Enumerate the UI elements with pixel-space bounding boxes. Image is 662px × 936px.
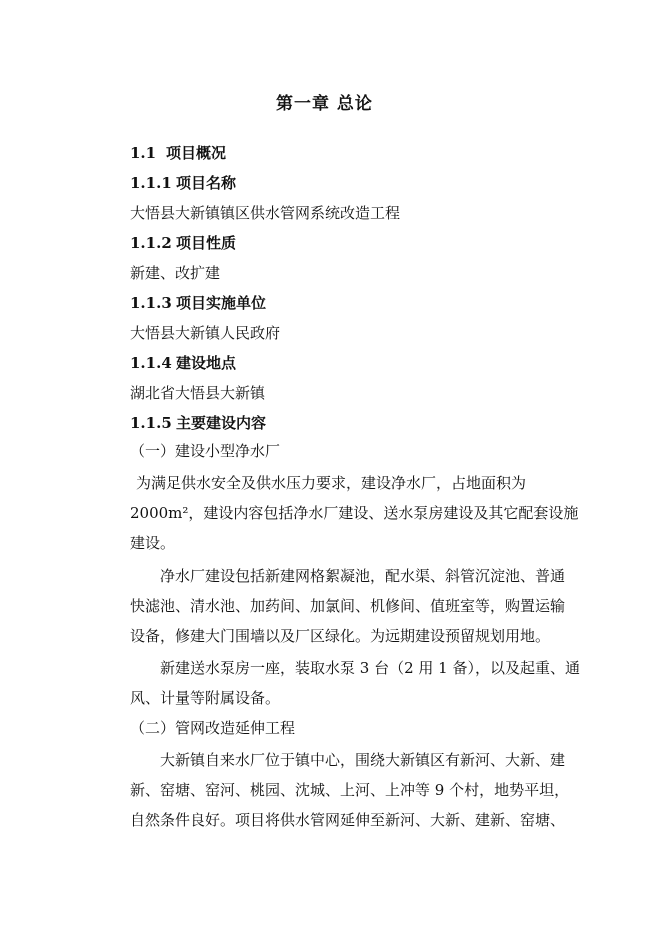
paragraph-line: 大新镇自来水厂位于镇中心，围绕大新镇区有新河、大新、建 [160,751,566,769]
section-title: 项目概况 [166,144,227,162]
section-number: 1.1.4 [130,354,172,372]
location-text: 湖北省大悟县大新镇 [130,384,266,402]
section-heading-1-1-4 [130,353,236,373]
project-nature-text: 新建、改扩建 [130,264,221,282]
paragraph-line: 净水厂建设包括新建网格絮凝池，配水渠、斜管沉淀池、普通 [160,567,566,585]
section-heading-1-1 [130,143,226,163]
section-heading-1-1-5 [130,413,266,433]
paragraph-line: 快滤池、清水池、加药间、加氯间、机修间、值班室等，购置运输 [130,597,566,615]
subheading-pipe-network: （二）管网改造延伸工程 [130,719,296,737]
section-title: 主要建设内容 [176,414,267,432]
chapter-title: 第一章 总论 [276,94,373,114]
paragraph-line: 新建送水泵房一座，装取水泵 3 台（2 用 1 备），以及起重、通 [160,659,580,677]
implementing-unit-text: 大悟县大新镇人民政府 [130,324,281,342]
paragraph-line: 为满足供水安全及供水压力要求，建设净水厂，占地面积为 [136,474,527,492]
paragraph-line: 建设。 [130,534,176,552]
project-name-text: 大悟县大新镇镇区供水管网系统改造工程 [130,204,401,222]
section-title: 项目名称 [176,174,237,192]
section-title: 项目实施单位 [176,294,267,312]
section-number: 1.1.2 [130,234,172,252]
section-title: 项目性质 [176,234,237,252]
section-heading-1-1-2 [130,233,236,253]
paragraph-line: 2000m²，建设内容包括净水厂建设、送水泵房建设及其它配套设施 [130,504,579,522]
subheading-water-plant: （一）建设小型净水厂 [130,442,281,460]
paragraph-line: 新、窑塘、窑河、桃园、沈城、上河、上冲等 9 个村，地势平坦， [130,781,570,799]
paragraph-line: 风、计量等附属设备。 [130,689,281,707]
paragraph-line: 设备，修建大门围墙以及厂区绿化。为远期建设预留规划用地。 [130,627,551,645]
section-number: 1.1.3 [130,294,172,312]
section-heading-1-1-3 [130,293,266,313]
section-number: 1.1 [130,144,157,162]
paragraph-line: 自然条件良好。项目将供水管网延伸至新河、大新、建新、窑塘、 [130,811,566,829]
section-number: 1.1.5 [130,414,172,432]
section-number: 1.1.1 [130,174,172,192]
section-heading-1-1-1 [130,173,236,193]
section-title: 建设地点 [176,354,237,372]
